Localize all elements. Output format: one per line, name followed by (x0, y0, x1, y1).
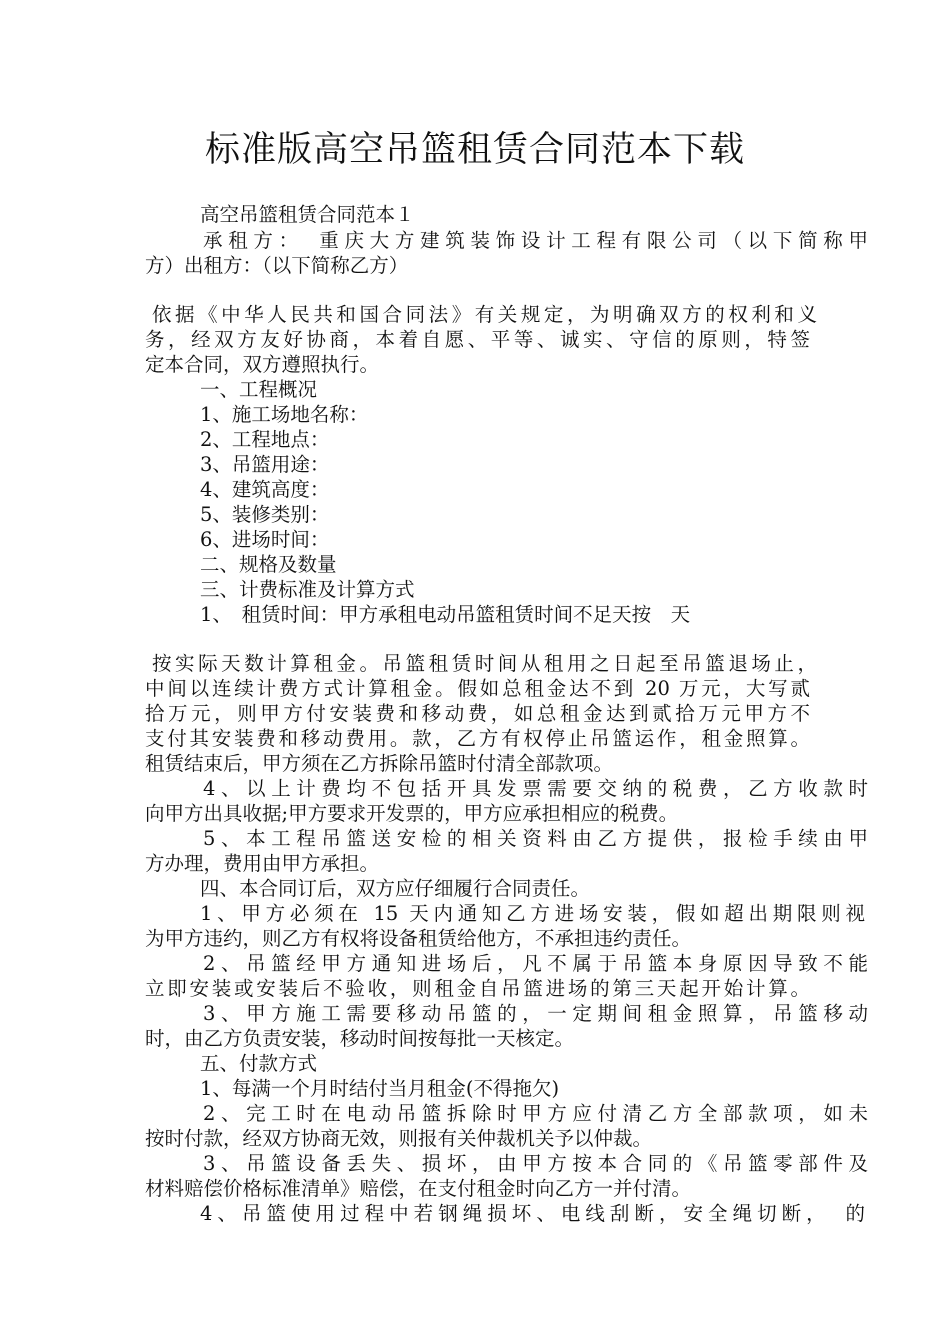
text-line: 三、计费标准及计算方式 (200, 578, 415, 601)
text-line: 依据《中华人民共和国合同法》有关规定，为明确双方的权利和义 (152, 303, 817, 326)
text-line: 2、完工时在电动吊篮拆除时甲方应付清乙方全部款项，如未 (203, 1102, 868, 1125)
text-line: 拾万元，则甲方付安装费和移动费，如总租金达到贰拾万元甲方不 (145, 702, 810, 725)
text-line: 2、吊篮经甲方通知进场后，凡不属于吊篮本身原因导致不能 (203, 952, 868, 975)
text-line: 1、每满一个月时结付当月租金(不得拖欠) (200, 1077, 560, 1100)
text-line: 4、建筑高度： (200, 478, 330, 501)
text-line: 立即安装或安装后不验收，则租金自吊篮进场的第三天起开始计算。 (145, 977, 810, 1000)
text-line: 定本合同，双方遵照执行。 (145, 353, 380, 376)
text-line: 务，经双方友好协商，本着自愿、平等、诚实、守信的原则，特签 (145, 328, 810, 351)
text-line: 为甲方违约，则乙方有权将设备租赁给他方，不承担违约责任。 (145, 927, 692, 950)
text-line: 1、甲方必须在 15 天内通知乙方进场安装，假如超出期限则视 (200, 902, 865, 925)
text-line: 5、装修类别： (200, 503, 330, 526)
text-line: 3、吊篮设备丢失、损坏，由甲方按本合同的《吊篮零部件及 (203, 1152, 868, 1175)
text-line: 租赁结束后，甲方须在乙方拆除吊篮时付清全部款项。 (145, 752, 614, 775)
text-line: 材料赔偿价格标准清单》赔偿，在支付租金时向乙方一并付清。 (145, 1177, 692, 1200)
text-line: 方）出租方：（以下简称乙方） (145, 254, 409, 277)
text-line: 6、进场时间： (200, 528, 330, 551)
text-line: 高空吊篮租赁合同范本１ (200, 203, 415, 226)
text-line: 4、吊篮使用过程中若钢绳损坏、电线刮断，安全绳切断， 的 (200, 1202, 865, 1225)
text-line: 时，由乙方负责安装，移动时间按每批一天核定。 (145, 1027, 575, 1050)
text-line: 3、吊篮用途： (200, 453, 330, 476)
text-line: 五、付款方式 (200, 1052, 318, 1075)
text-line: 1、施工场地名称： (200, 403, 369, 426)
text-line: 中间以连续计费方式计算租金。假如总租金达不到 20 万元，大写贰 (145, 677, 810, 700)
text-line: 四、本合同订后，双方应仔细履行合同责任。 (200, 877, 591, 900)
text-line: 方办理，费用由甲方承担。 (145, 852, 380, 875)
text-line: 一、工程概况 (200, 378, 318, 401)
page-title: 标准版高空吊篮租赁合同范本下载 (204, 130, 745, 170)
text-line: 二、规格及数量 (200, 553, 337, 576)
text-line: 承租方： 重庆大方建筑装饰设计工程有限公司（以下简称甲 (203, 229, 868, 252)
text-line: 4、以上计费均不包括开具发票需要交纳的税费，乙方收款时 (203, 777, 868, 800)
text-line: 按实际天数计算租金。吊篮租赁时间从租用之日起至吊篮退场止， (152, 652, 817, 675)
text-line: 5、本工程吊篮送安检的相关资料由乙方提供，报检手续由甲 (203, 827, 868, 850)
text-line: 向甲方出具收据;甲方要求开发票的，甲方应承担相应的税费。 (145, 802, 679, 825)
text-line: 支付其安装费和移动费用。款，乙方有权停止吊篮运作，租金照算。 (145, 727, 810, 750)
text-line: 1、 租赁时间：甲方承租电动吊篮租赁时间不足天按 天 (200, 603, 691, 626)
text-line: 3、甲方施工需要移动吊篮的，一定期间租金照算，吊篮移动 (203, 1002, 868, 1025)
text-line: 2、工程地点： (200, 428, 330, 451)
text-line: 按时付款，经双方协商无效，则报有关仲裁机关予以仲裁。 (145, 1127, 653, 1150)
